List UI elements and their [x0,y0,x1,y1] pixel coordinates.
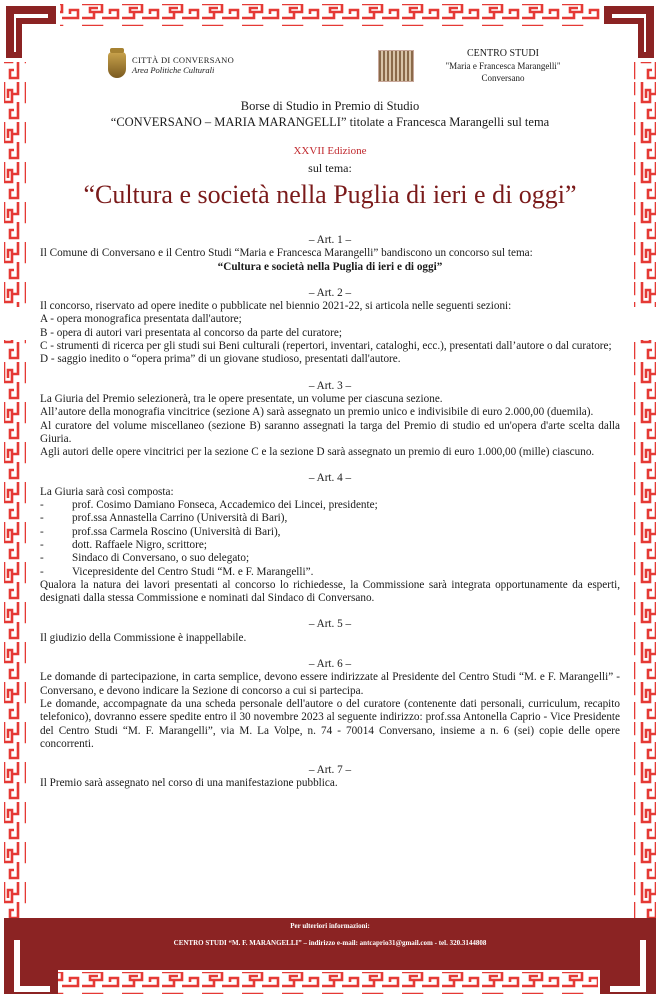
edition-label: XXVII Edizione [293,145,367,157]
art-4-heading: – Art. 4 – [308,472,352,485]
jury-member-text: prof.ssa Annastella Carrino (Università di Bari), [72,512,288,525]
art-7-text: Il Premio sarà assegnato nel corso di una manifestazione pubblica. [40,777,338,790]
document-body [40,234,620,791]
art-7-heading: – Art. 7 – [308,764,352,777]
jury-member-text: Sindaco di Conversano, o suo delegato; [72,552,250,565]
art-3-para: Agli autori delle opere vincitrici per la sezione C e la sezione D sarà assegnato un premio di euro 1.000,00 (mille) ciascuno. [40,446,595,459]
jury-member-text: prof.ssa Carmela Roscino (Università di Bari), [72,525,281,538]
sul-tema-label: sul tema: [308,161,352,175]
list-dash: - [40,565,44,578]
jury-member [40,526,620,539]
art-4-intro: La Giuria sarà così composta: [40,485,174,498]
art-6-heading: – Art. 6 – [308,658,352,671]
footer-info-label: Per ulteriori informazioni: [290,922,370,930]
coat-of-arms-icon [108,52,126,78]
building-photo-icon [378,50,414,82]
art-2-heading: – Art. 2 – [308,286,352,299]
list-dash: - [40,552,44,565]
comune-department: Area Politiche Culturali [132,65,215,75]
art-5-text: Il giudizio della Commissione è inappellabile. [40,631,247,644]
jury-member [40,512,620,525]
art-3-para: La Giuria del Premio selezionerà, tra le opere presentate, un volume per ciascuna sezione. [40,392,443,405]
section-b: B - opera di autori vari presentata al concorso da parte del curatore; [40,326,342,339]
intro-line-2: “CONVERSANO – MARIA MARANGELLI” titolate a Francesca Marangelli sul tema [110,115,550,129]
intro-line-1: Borse di Studio in Premio di Studio [240,99,420,113]
art-3-para: All’autore della monografia vincitrice (sezione A) sarà assegnato un premio unico e indivisibile di euro 2.000,00 (duemila). [40,406,594,419]
art-5-heading: – Art. 5 – [308,618,352,631]
art-3-para: Al curatore del volume miscellaneo (sezione B) saranno assegnati la targa del Premio di studio ed un'opera d'arte scelta dalla Giuria. [40,419,620,445]
jury-member [40,539,620,552]
section-d: D - saggio inedito o “opera prima” di un giovane studioso, presentati dall'autore. [40,353,401,366]
art-6-para: Le domande, accompagnate da una scheda personale dell'autore o del curatore (contenente dati personali, curriculum, recapito telefonico), dovranno essere spedite entro il 30 novembre 2023 al seguente indirizzo: prof.ssa Antonella Caprio - Vice Presidente del Centro Studi “M. F. Marangelli”, via M. La Volpe, n. 74 - 70014 Conversano, insieme a n. 6 (sei) copie delle opere concorrenti. [40,697,620,750]
centro-studi-logo [378,48,578,84]
art-1-heading: – Art. 1 – [308,234,352,246]
art-1-text: Il Comune di Conversano e il Centro Studi “Maria e Francesca Marangelli” bandiscono un concorso sul tema: [40,247,533,260]
centro-studi-name: CENTRO STUDI [467,48,539,59]
footer-contact: CENTRO STUDI “M. F. MARANGELLI” – indirizzo e-mail: antcaprio31@gmail.com - tel. 320.3144808 [173,939,487,947]
art-4-outro: Qualora la natura dei lavori presentati al concorso lo richiedesse, la Commissione sarà integrata opportunamente da esperti, designati dalla stessa Commissione e nominati dal Sindaco di Conversano. [40,578,620,605]
art-1-theme: “Cultura e società nella Puglia di ieri e di oggi” [217,260,443,273]
art-6-para: Le domande di partecipazione, in carta semplice, devono essere indirizzate al Presidente del Centro Studi “M. e F. Marangelli” - Conversano, e devono indicare la Sezione di concorso a cui si partecipa. [40,671,620,697]
jury-member [40,499,620,512]
art-3-heading: – Art. 3 – [308,379,352,392]
jury-member-text: dott. Raffaele Nigro, scrittore; [72,538,207,551]
main-title: “Cultura e società nella Puglia di ieri e di oggi” [83,180,577,209]
list-dash: - [40,512,44,525]
art-2-text: Il concorso, riservato ad opere inedite o pubblicate nel biennio 2021-22, si articola nelle seguenti sezioni: [40,300,512,313]
jury-member [40,552,620,565]
section-a: A - opera monografica presentata dall'autore; [40,313,242,326]
jury-member-text: Vicepresidente del Centro Studi “M. e F. Marangelli”. [72,565,314,578]
jury-member [40,566,620,579]
comune-name: CITTÀ DI CONVERSANO [132,55,235,65]
section-c: C - strumenti di ricerca per gli studi sui Beni culturali (repertori, inventari, cataloghi, ecc.), presentati dall’autore o dal curatore; [40,340,612,353]
comune-logo [108,52,234,78]
list-dash: - [40,525,44,538]
list-dash: - [40,538,44,551]
list-dash: - [40,499,44,512]
centro-studi-city: Conversano [481,73,525,83]
jury-member-text: prof. Cosimo Damiano Fonseca, Accademico dei Lincei, presidente; [72,499,378,512]
centro-studi-dedication: "Maria e Francesca Marangelli" [445,61,561,71]
